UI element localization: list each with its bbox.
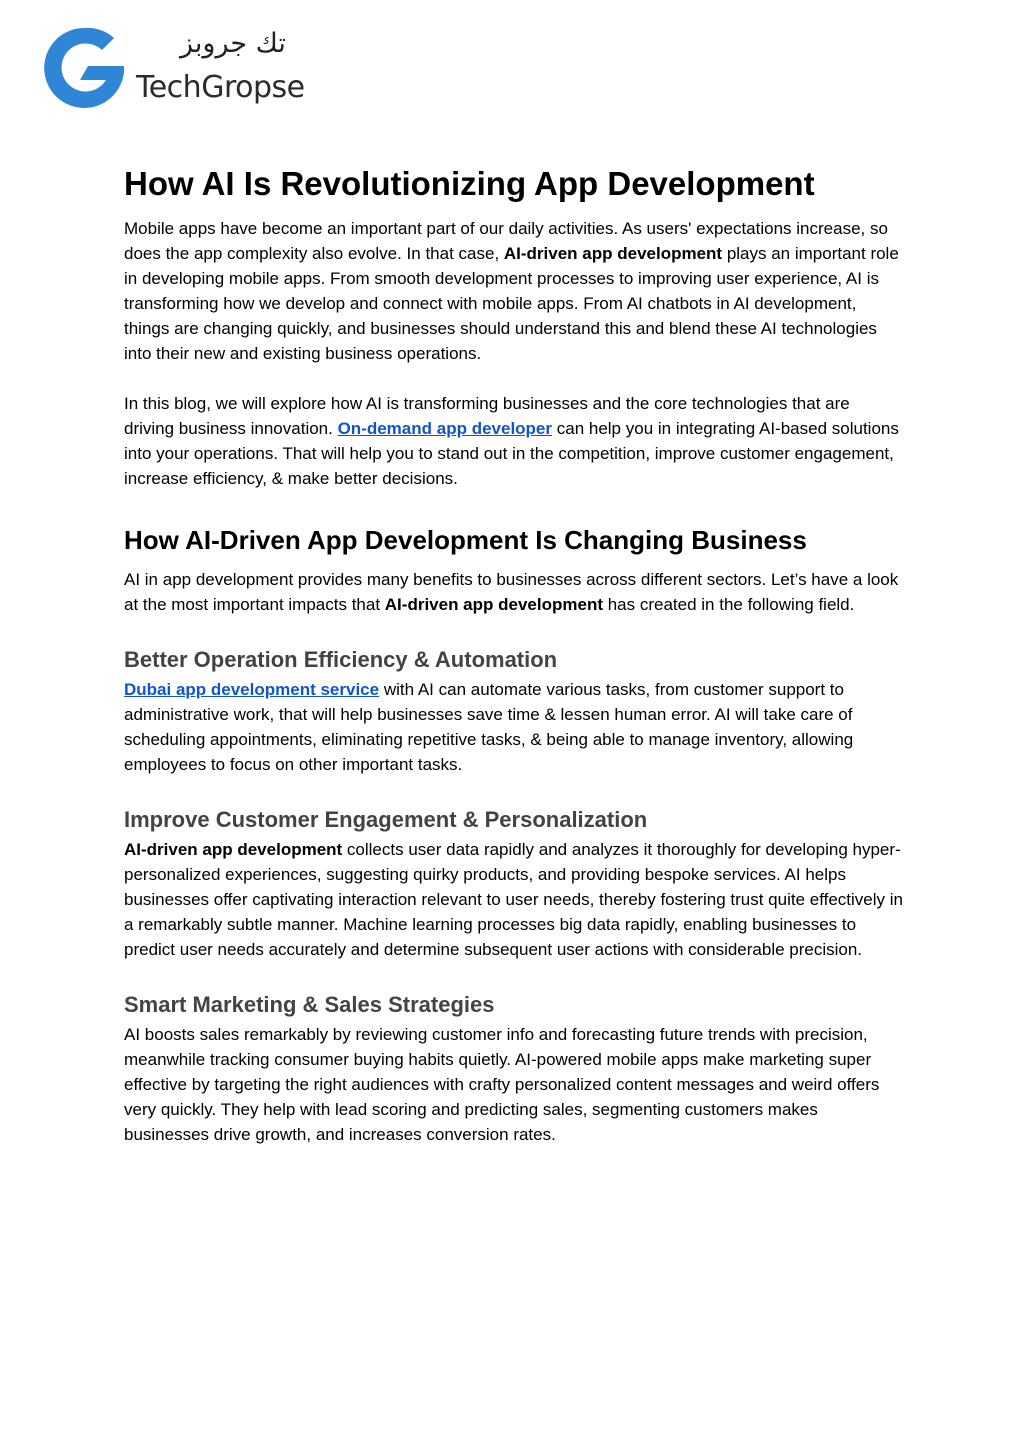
techgropse-logo (42, 26, 312, 112)
logo-arabic-text: تك جروبز (180, 28, 286, 59)
logo-name-text: TechGropse (136, 70, 305, 105)
techgropse-g-logo-icon (42, 26, 126, 110)
dubai-app-development-link[interactable]: Dubai app development service (124, 680, 380, 699)
subheading-engagement: Improve Customer Engagement & Personalization (124, 807, 648, 832)
on-demand-app-developer-link[interactable]: On-demand app developer (337, 419, 553, 438)
subheading-marketing: Smart Marketing & Sales Strategies (124, 992, 495, 1017)
section-heading-business: How AI-Driven App Development Is Changing Business (124, 525, 807, 555)
paragraph-efficiency: Dubai app development service with AI can automate various tasks, from customer support to administrative work, that will help businesses save time & lessen human error. AI will take care of scheduling appointments, eliminating repetitive tasks, & being able to manage inventory, allowing employees to focus on other important tasks. (124, 680, 854, 774)
page-title: How AI Is Revolutionizing App Development (124, 165, 815, 202)
section-paragraph-business: AI in app development provides many benefits to businesses across different sectors. Let’s have a look at the most important impacts that AI-driven app development has created in the following field. (124, 570, 899, 614)
paragraph-marketing: AI boosts sales remarkably by reviewing customer info and forecasting future trends with precision, meanwhile tracking consumer buying habits quietly. AI-powered mobile apps make marketing super effective by targeting the right audiences with crafty personalized content messages and weird offers very quickly. They help with lead scoring and predicting sales, segmenting customers makes businesses drive growth, and increases conversion rates. (124, 1025, 880, 1144)
subheading-efficiency: Better Operation Efficiency & Automation (124, 647, 558, 672)
intro-paragraph-2: In this blog, we will explore how AI is transforming businesses and the core technologies that are driving business innovation. On-demand app developer can help you in integrating AI-based solutions into your operations. That will help you to stand out in the competition, improve customer engagement, increase efficiency, & make better decisions. (124, 394, 899, 488)
intro-paragraph-1: Mobile apps have become an important part of our daily activities. As users' expectations increase, so does the app complexity also evolve. In that case, AI-driven app development plays an important role in developing mobile apps. From smooth development processes to improving user experience, AI is transforming how we develop and connect with mobile apps. From AI chatbots in AI development, things are changing quickly, and businesses should understand this and blend these AI technologies into their new and existing business operations. (124, 219, 899, 363)
paragraph-engagement: AI-driven app development collects user data rapidly and analyzes it thoroughly for developing hyper-personalized experiences, suggesting quirky products, and providing bespoke services. AI helps businesses offer captivating interaction relevant to user needs, thereby fostering trust quite effectively in a remarkably subtle manner. Machine learning processes big data rapidly, enabling businesses to predict user needs accurately and determine subsequent user actions with considerable precision. (124, 840, 903, 959)
article (124, 158, 904, 1147)
